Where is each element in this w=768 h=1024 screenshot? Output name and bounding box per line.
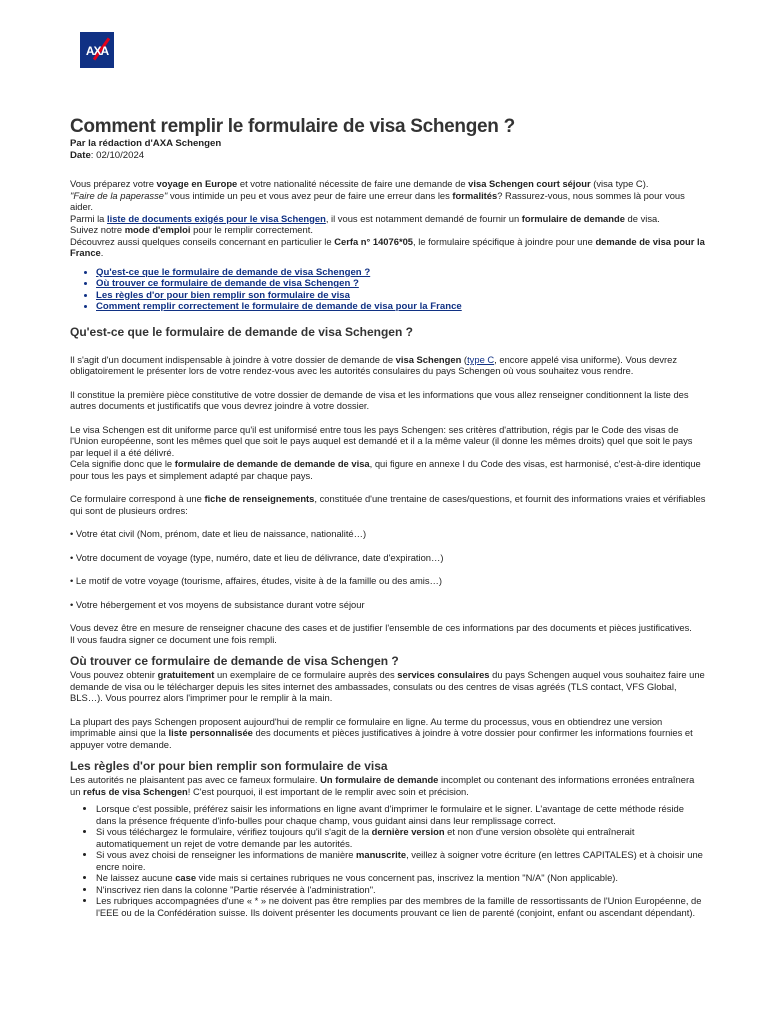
s1-p6: Vous devez être en mesure de renseigner chacune des cases et de justifier l'ensemble de ces informations par des documents et pièces justificatives. <box>70 622 692 634</box>
list-item: • Les rubriques accompagnées d'une « * » ne doivent pas être remplies par des membres de la famille de ressortissants de l'Union Européenne, de l'EEE ou de la Confédération suisse. Ils doivent présenter les documents prouvant ce lien de parenté (conjoint, enfant ou ascendant dépendant). <box>96 895 706 918</box>
page-title: Comment remplir le formulaire de visa Schengen ? <box>70 116 515 137</box>
s2-p2: La plupart des pays Schengen proposent aujourd'hui de remplir ce formulaire en ligne. Au terme du processus, vous en obtiendrez une version imprimable ainsi que la liste personnalisée des documents et pièces justificatives à joindre à votre dossier pour confirmer les informations fournies et appuyer votre demande. <box>70 715 693 750</box>
type-c-link[interactable]: type C <box>467 353 495 365</box>
intro-p1: Vous préparez votre voyage en Europe et votre nationalité nécessite de faire une demande de visa Schengen court séjour (visa type C). <box>70 178 649 189</box>
date-value: : 02/10/2024 <box>90 149 145 161</box>
s3-p1: Les autorités ne plaisantent pas avec ce fameux formulaire. Un formulaire de demande incomplet ou contenant des informations erronées entraînera un refus de visa Schengen! C'est pourquoi, il est important de le remplir avec soin et précision. <box>70 774 695 797</box>
toc-link[interactable]: • Comment remplir correctement le formulaire de demande de visa pour la France <box>96 301 706 313</box>
s1-item: • Votre document de voyage (type, numéro, date et lieu de délivrance, date d'expiration…) <box>70 551 444 563</box>
list-item: • Ne laissez aucune case vide mais si certaines rubriques ne vous concernent pas, inscrivez la mention "N/A" (Non applicable). <box>96 872 706 884</box>
intro-p5: Découvrez aussi quelques conseils concernant en particulier le Cerfa n° 14076*05, le formulaire spécifique à joindre pour une demande de visa pour la France. <box>70 235 705 258</box>
documents-list-link[interactable]: liste de documents exigés pour le visa Schengen <box>107 212 326 224</box>
section-heading: Où trouver ce formulaire de demande de visa Schengen ? <box>70 654 399 669</box>
golden-rules-list <box>70 803 706 918</box>
intro-p4: Suivez notre mode d'emploi pour le remplir correctement. <box>70 224 313 235</box>
article <box>70 116 706 918</box>
date-label: Date <box>70 149 91 161</box>
section-heading: Qu'est-ce que le formulaire de demande de visa Schengen ? <box>70 324 413 339</box>
s2-p1: Vous pouvez obtenir gratuitement un exemplaire de ce formulaire auprès des services consulaires du pays Schengen auquel vous souhaitez faire une demande de visa ou le télécharger depuis les sites internet des ambassades, consulats ou des centres de visas agréés (TLS contact, VFS Global, BLS…). Vous pourrez alors l'imprimer pour le remplir à la main. <box>70 669 705 704</box>
logo-text: AXA <box>85 44 109 58</box>
s1-p7: Il vous faudra signer ce document une fois rempli. <box>70 633 277 645</box>
s1-p3: Le visa Schengen est dit uniforme parce qu'il est uniformisé entre tous les pays Schengen: ses critères d'attribution, régis par le Code des visas de l'Union européenne, sont les mêmes quel que soit le pays auquel est demandé et il a la même valeur (il donne les mêmes droits) quel que soit le pays par lequel il a été délivré. <box>70 423 693 458</box>
s1-item: • Votre hébergement et vos moyens de subsistance durant votre séjour <box>70 598 365 610</box>
list-item: • Si vous avez choisi de renseigner les informations de manière manuscrite, veillez à soigner votre écriture (en lettres CAPITALES) et à choisir une encre noire. <box>96 849 706 872</box>
byline: Par la rédaction d'AXA Schengen <box>70 138 222 149</box>
table-of-contents <box>70 267 706 313</box>
section-heading: Les règles d'or pour bien remplir son formulaire de visa <box>70 759 388 774</box>
s1-p1: Il s'agit d'un document indispensable à joindre à votre dossier de demande de visa Schengen (type C, encore appelé visa uniforme). Vous devrez obligatoirement le présenter lors de votre rendez-vous avec les autorités consulaires du pays Schengen où vous souhaitez vous rendre. <box>70 353 678 377</box>
list-item: • Si vous téléchargez le formulaire, vérifiez toujours qu'il s'agit de la dernière version et non d'une version obsolète qui entraînerait automatiquement un rejet de votre demande par les autorités. <box>96 826 706 849</box>
intro-p3: Parmi la liste de documents exigés pour le visa Schengen, il vous est notamment demandé de fournir un formulaire de demande de visa. <box>70 212 660 224</box>
list-item: • Lorsque c'est possible, préférez saisir les informations en ligne avant d'imprimer le formulaire et le signer. L'avantage de cette méthode réside dans la présence fréquente d'info-bulles pour chaque champ, vous guidant ainsi dans leur remplissage correct. <box>96 803 706 826</box>
s1-p5: Ce formulaire correspond à une fiche de renseignements, constituée d'une trentaine de cases/questions, et fournit des informations vraies et vérifiables qui sont de plusieurs ordres: <box>70 493 706 516</box>
axa-logo[interactable] <box>80 32 114 68</box>
toc-link[interactable]: • Les règles d'or pour bien remplir son formulaire de visa <box>96 290 706 302</box>
s1-p2: Il constitue la première pièce constitutive de votre dossier de demande de visa et les informations que vous allez renseigner conditionnent la liste des autres documents et justificatifs que vous devrez joindre à votre dossier. <box>70 388 689 412</box>
intro-p2: "Faire de la paperasse" vous intimide un peu et vous avez peur de faire une erreur dans les formalités? Rassurez-vous, nous sommes là pour vous aider. <box>70 189 685 212</box>
list-item: • N'inscrivez rien dans la colonne "Partie réservée à l'administration". <box>96 884 706 896</box>
s1-item: • Le motif de votre voyage (tourisme, affaires, études, visite à de la famille ou des amis…) <box>70 575 443 587</box>
s1-item: • Votre état civil (Nom, prénom, date et lieu de naissance, nationalité…) <box>70 528 367 540</box>
s1-p4: Cela signifie donc que le formulaire de demande de demande de visa, qui figure en annexe I du Code des visas, est harmonisé, c'est-à-dire identique pour tous les pays et simplement adapté par chaque pays. <box>70 458 701 481</box>
toc-link[interactable]: • Qu'est-ce que le formulaire de demande de visa Schengen ? <box>96 267 706 279</box>
toc-link[interactable]: • Où trouver ce formulaire de demande de visa Schengen ? <box>96 278 706 290</box>
publish-date <box>70 150 706 162</box>
